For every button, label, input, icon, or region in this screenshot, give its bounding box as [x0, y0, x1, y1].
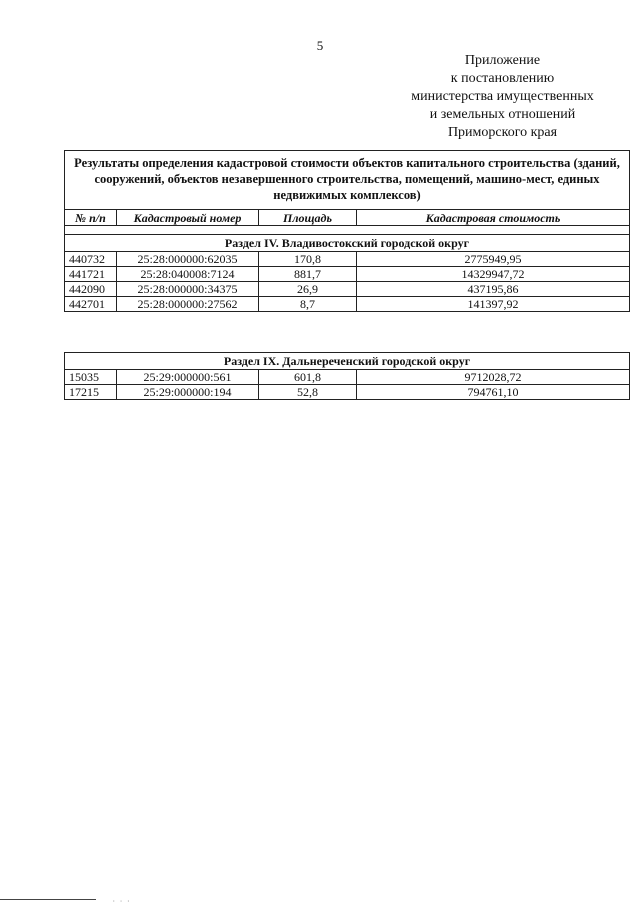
table-spacer	[65, 226, 630, 235]
cost-value: 9712028,72	[357, 370, 630, 385]
column-header-area: Площадь	[259, 210, 357, 226]
cadastral-number: 25:29:000000:194	[117, 385, 259, 400]
table-row	[65, 385, 630, 400]
footer-rule	[0, 899, 96, 900]
section-heading: Раздел IV. Владивостокский городской округ	[65, 235, 630, 252]
table-row	[65, 297, 630, 312]
area-value: 8,7	[259, 297, 357, 312]
appendix-line: к постановлению	[450, 71, 555, 86]
area-value: 26,9	[259, 282, 357, 297]
cadastral-table	[64, 150, 630, 312]
row-number: 442701	[65, 297, 117, 312]
table-row	[65, 370, 630, 385]
cadastral-number: 25:28:040008:7124	[117, 267, 259, 282]
cost-value: 141397,92	[357, 297, 630, 312]
cost-value: 794761,10	[357, 385, 630, 400]
row-number: 17215	[65, 385, 117, 400]
appendix-header	[395, 52, 610, 142]
cost-value: 2775949,95	[357, 252, 630, 267]
appendix-line: Приложение	[464, 53, 541, 68]
area-value: 170,8	[259, 252, 357, 267]
column-header-cadastral: Кадастровый номер	[117, 210, 259, 226]
column-header-number: № п/п	[65, 210, 117, 226]
area-value: 52,8	[259, 385, 357, 400]
table-title: Результаты определения кадастровой стоимости объектов капитального строительства (зданий, сооружений, объектов незавершенного строительства, помещений, машино-мест, единых недвижимых комплексов)	[65, 151, 630, 210]
footer-scan-artifact: · · ·	[112, 898, 131, 905]
cadastral-number: 25:28:000000:34375	[117, 282, 259, 297]
row-number: 440732	[65, 252, 117, 267]
cadastral-number: 25:28:000000:27562	[117, 297, 259, 312]
appendix-line: Приморского края	[447, 125, 558, 140]
table-row	[65, 282, 630, 297]
cost-value: 14329947,72	[357, 267, 630, 282]
cadastral-table-section-9	[64, 352, 630, 400]
row-number: 15035	[65, 370, 117, 385]
area-value: 881,7	[259, 267, 357, 282]
appendix-line: и земельных отношений	[429, 107, 576, 122]
cadastral-number: 25:29:000000:561	[117, 370, 259, 385]
area-value: 601,8	[259, 370, 357, 385]
row-number: 441721	[65, 267, 117, 282]
appendix-line: министерства имущественных	[411, 89, 594, 104]
table-row	[65, 267, 630, 282]
cost-value: 437195,86	[357, 282, 630, 297]
page-number: 5	[316, 38, 324, 53]
cadastral-number: 25:28:000000:62035	[117, 252, 259, 267]
row-number: 442090	[65, 282, 117, 297]
section-heading: Раздел IX. Дальнереченский городской округ	[65, 353, 630, 370]
table-row	[65, 252, 630, 267]
column-header-cost: Кадастровая стоимость	[357, 210, 630, 226]
